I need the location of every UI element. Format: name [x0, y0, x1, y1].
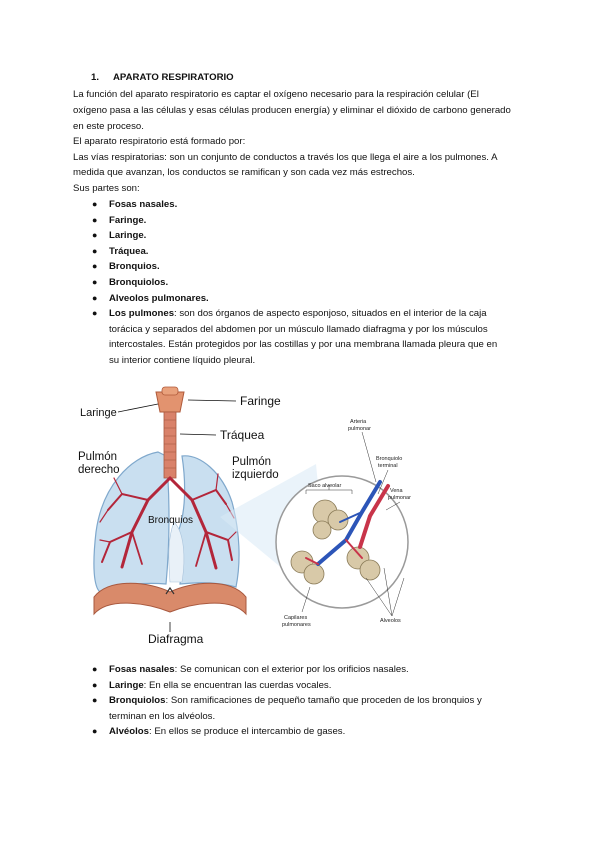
- label-diafragma: Diafragma: [148, 632, 204, 646]
- bullet-icon: ●: [92, 695, 98, 706]
- label-pulmon-izquierdo-2: izquierdo: [232, 469, 279, 481]
- bullet-icon: ●: [92, 230, 98, 241]
- list-item: ● Bronquiolos.: [92, 275, 532, 291]
- intro-line-3: en este proceso.: [73, 121, 144, 132]
- label-capilares-2: pulmonares: [282, 622, 311, 628]
- label-saco-alveolar: Saco alveolar: [308, 483, 342, 489]
- label-bronquiolo-2: terminal: [378, 463, 398, 469]
- definition-item: ● Laringe: En ella se encuentran las cuerdas vocales.: [92, 678, 532, 694]
- definition-item: ● Alvéolos: En ellos se produce el intercambio de gases.: [92, 724, 532, 740]
- section-heading: [91, 72, 234, 83]
- vias-line-2: medida que avanzan, los conductos se ramifican y son cada vez más estrechos.: [73, 167, 415, 178]
- label-pulmon-derecho: Pulmón: [78, 451, 117, 463]
- label-laringe: Laringe: [80, 407, 117, 419]
- label-pulmon-derecho-2: derecho: [78, 464, 120, 476]
- bullet-icon: ●: [92, 292, 98, 303]
- bullet-icon: ●: [92, 308, 98, 319]
- intro-line-2: oxígeno pasa a las células y esas células producen energía) y eliminar el dióxido de carbono generado: [73, 105, 511, 116]
- list-item: ● Alveolos pulmonares.: [92, 291, 532, 307]
- bullet-icon: ●: [92, 199, 98, 209]
- bullet-icon: ●: [92, 679, 98, 690]
- bullet-icon: ●: [92, 245, 98, 256]
- list-item: ● Fosas nasales.: [92, 197, 532, 213]
- label-arteria: Arteria: [350, 419, 367, 425]
- list-item: ● Faringe.: [92, 213, 532, 229]
- label-vena-2: pulmonar: [388, 495, 411, 501]
- bullet-icon: ●: [92, 276, 98, 287]
- label-pulmon-izquierdo: Pulmón: [232, 456, 271, 468]
- list-item-pulmones: ● Los pulmones: son dos órganos de aspecto esponjoso, situados en el interior de la caja torácica y separados del abdomen por un músculo llamado diafragma y por los músculos intercostales. Están protegidos por las costillas y por una membrana llamada pleura que en su interior contiene líquido pleural.: [92, 308, 498, 366]
- label-bronquios: Bronquios: [148, 515, 194, 526]
- formed-by-line: El aparato respiratorio está formado por:: [73, 136, 246, 147]
- label-traquea: Tráquea: [220, 428, 265, 442]
- label-arteria-2: pulmonar: [348, 426, 371, 432]
- vias-line-1: Las vías respiratorias: son un conjunto de conductos a través los que llega el aire a los pulmones. A: [73, 152, 498, 163]
- list-item: ● Laringe.: [92, 228, 532, 244]
- label-capilares: Capilares: [284, 615, 308, 621]
- label-vena: Vena: [390, 488, 403, 494]
- bullet-icon: ●: [92, 214, 98, 225]
- bullet-icon: ●: [92, 664, 98, 674]
- list-item: ● Bronquios.: [92, 259, 532, 275]
- bullet-icon: ●: [92, 726, 98, 737]
- parts-list: [92, 197, 532, 369]
- list-item: ● Tráquea.: [92, 244, 532, 260]
- definitions-list: [92, 662, 532, 740]
- section-number: 1.: [91, 72, 100, 83]
- label-alveolos: Alveolos: [380, 618, 401, 624]
- respiratory-system-figure: [70, 382, 430, 652]
- bullet-icon: ●: [92, 261, 98, 272]
- definition-item: ● Fosas nasales: Se comunican con el exterior por los orificios nasales.: [92, 662, 532, 678]
- parts-intro: Sus partes son:: [73, 183, 140, 194]
- section-title: APARATO RESPIRATORIO: [113, 72, 234, 83]
- label-bronquiolo: Bronquiolo: [376, 456, 403, 462]
- label-faringe: Faringe: [240, 394, 281, 408]
- definition-item: ● Bronquiolos: Son ramificaciones de pequeño tamaño que proceden de los bronquios y terminan en los alvéolos.: [92, 695, 482, 722]
- intro-line-1: La función del aparato respiratorio es captar el oxígeno necesario para la respiración celular (El: [73, 89, 479, 100]
